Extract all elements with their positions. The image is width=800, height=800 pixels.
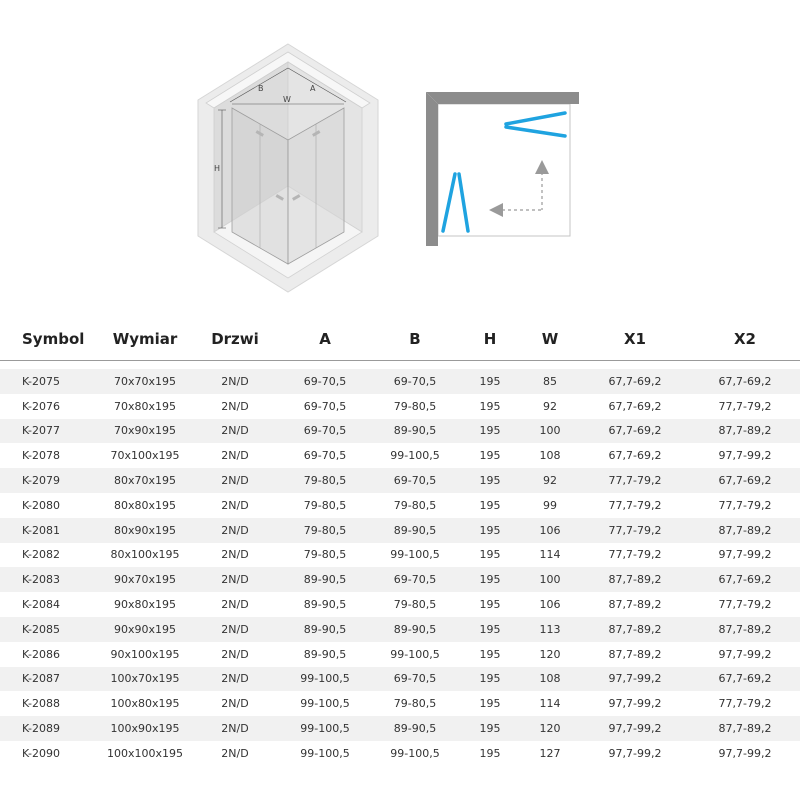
door-panel-right (506, 113, 565, 124)
table-cell: 69-70,5 (370, 468, 460, 493)
table-row (0, 667, 800, 692)
table-row (0, 443, 800, 468)
table-cell: K-2075 (0, 369, 100, 394)
table-cell: 195 (479, 647, 501, 661)
table-row (0, 518, 800, 543)
table-cell: 80x90x195 (100, 518, 190, 543)
table-cell: 79-80,5 (393, 598, 437, 612)
table-cell: 90x80x195 (113, 598, 176, 612)
column-header: H (460, 318, 520, 361)
table-cell: 114 (539, 548, 561, 562)
table-cell: 97,7-99,2 (608, 746, 662, 760)
table-cell: 108 (520, 667, 580, 692)
table-cell: 87,7-89,2 (690, 518, 800, 543)
table-cell: 70x70x195 (100, 369, 190, 394)
table-cell: 113 (520, 617, 580, 642)
table-cell: 2N/D (221, 746, 249, 760)
table-header-row (0, 318, 800, 361)
table-row (0, 617, 800, 642)
table-cell: 87,7-89,2 (690, 419, 800, 444)
table-row (0, 493, 800, 518)
table-cell: 80x80x195 (113, 498, 176, 512)
table-cell: 195 (479, 697, 501, 711)
table-cell: 97,7-99,2 (608, 697, 662, 711)
table-cell: 195 (479, 598, 501, 612)
table-cell: 79-80,5 (393, 498, 437, 512)
table-cell: 106 (520, 518, 580, 543)
table-cell: 67,7-69,2 (580, 419, 690, 444)
dimension-label-h: H (214, 164, 221, 173)
table-cell: 97,7-99,2 (718, 746, 772, 760)
table-cell: 2N/D (190, 667, 280, 692)
table-cell: 89-90,5 (370, 617, 460, 642)
arrow-up-icon (535, 160, 549, 174)
table-cell: 69-70,5 (280, 419, 370, 444)
table-cell: 195 (479, 548, 501, 562)
table-cell: 2N/D (221, 449, 249, 463)
table-cell: 67,7-69,2 (608, 449, 662, 463)
table-cell: 79-80,5 (393, 399, 437, 413)
table-cell: 77,7-79,2 (718, 697, 772, 711)
table-cell: 87,7-89,2 (608, 598, 662, 612)
table-cell: 2N/D (190, 369, 280, 394)
table-cell: 99-100,5 (390, 746, 440, 760)
table-row (0, 468, 800, 493)
table-cell: 67,7-69,2 (690, 567, 800, 592)
table-cell: 97,7-99,2 (580, 667, 690, 692)
table-cell: 77,7-79,2 (580, 518, 690, 543)
table-cell: 195 (460, 518, 520, 543)
table-cell: 99-100,5 (390, 647, 440, 661)
table-cell: 100x70x195 (100, 667, 190, 692)
table-cell: 69-70,5 (280, 369, 370, 394)
table-cell: 2N/D (221, 697, 249, 711)
table-cell: 195 (460, 716, 520, 741)
table-cell: K-2081 (0, 518, 100, 543)
table-cell: 85 (520, 369, 580, 394)
wall-top (426, 92, 579, 104)
table-cell: 97,7-99,2 (718, 647, 772, 661)
table-cell: 89-90,5 (303, 647, 347, 661)
table-cell: K-2089 (0, 716, 100, 741)
table-cell: 2N/D (190, 518, 280, 543)
table-cell: 92 (520, 468, 580, 493)
table-cell: 195 (460, 419, 520, 444)
table-cell: 2N/D (190, 468, 280, 493)
table-cell: 99-100,5 (280, 716, 370, 741)
table-cell: 99 (543, 498, 557, 512)
table-cell: 87,7-89,2 (690, 617, 800, 642)
table-cell: 89-90,5 (303, 598, 347, 612)
table-row (0, 369, 800, 394)
table-cell: 79-80,5 (280, 518, 370, 543)
table-cell: 77,7-79,2 (718, 399, 772, 413)
table-cell: 100 (520, 419, 580, 444)
table-cell: 67,7-69,2 (608, 399, 662, 413)
table-cell: K-2082 (22, 548, 61, 562)
table-cell: 99-100,5 (390, 449, 440, 463)
table-cell: 69-70,5 (370, 369, 460, 394)
table-cell: 77,7-79,2 (718, 598, 772, 612)
table-cell: 87,7-89,2 (608, 647, 662, 661)
table-cell: 90x70x195 (100, 567, 190, 592)
table-cell: 77,7-79,2 (580, 468, 690, 493)
table-cell: 79-80,5 (303, 498, 347, 512)
column-header: A (280, 318, 370, 361)
table-cell: 120 (520, 716, 580, 741)
table-cell: 79-80,5 (303, 548, 347, 562)
dimension-label-a: A (310, 84, 316, 93)
table-cell: 70x100x195 (110, 449, 180, 463)
column-header: X1 (580, 318, 690, 361)
table-row (0, 419, 800, 444)
table-cell: 70x90x195 (100, 419, 190, 444)
table-cell: 195 (460, 468, 520, 493)
table-cell: 69-70,5 (370, 567, 460, 592)
table-cell: 67,7-69,2 (690, 667, 800, 692)
table-cell: 120 (539, 647, 561, 661)
table-cell: 79-80,5 (280, 468, 370, 493)
table-cell: 2N/D (190, 716, 280, 741)
dimension-label-b: B (258, 84, 264, 93)
table-cell: 89-90,5 (370, 716, 460, 741)
table-cell: 99-100,5 (300, 746, 350, 760)
table-cell: 195 (460, 667, 520, 692)
table-cell: K-2077 (0, 419, 100, 444)
table-cell: K-2087 (0, 667, 100, 692)
table-cell: 2N/D (190, 567, 280, 592)
column-header: Drzwi (190, 318, 280, 361)
table-row (0, 741, 800, 766)
door-panel-left (443, 174, 455, 231)
table-cell: 195 (479, 399, 501, 413)
table-cell: 2N/D (221, 498, 249, 512)
table-cell: 90x90x195 (100, 617, 190, 642)
table-row (0, 592, 800, 617)
column-header: W (520, 318, 580, 361)
table-cell: K-2084 (22, 598, 61, 612)
table-cell: 97,7-99,2 (580, 716, 690, 741)
table-cell: 2N/D (221, 399, 249, 413)
table-cell: 100x100x195 (106, 746, 183, 760)
table-cell: 195 (460, 369, 520, 394)
table-cell: 77,7-79,2 (718, 498, 772, 512)
table-cell: 195 (479, 449, 501, 463)
enclosure-top-view-diagram (420, 86, 584, 250)
table-cell: 99-100,5 (300, 697, 350, 711)
table-row (0, 394, 800, 419)
table-cell: 127 (539, 746, 561, 760)
table-cell: 2N/D (221, 647, 249, 661)
table-cell: 100 (520, 567, 580, 592)
table-cell: K-2080 (22, 498, 61, 512)
table-cell: 195 (479, 498, 501, 512)
wall-left (426, 92, 438, 246)
table-row (0, 716, 800, 741)
table-cell: 67,7-69,2 (690, 369, 800, 394)
column-header: B (370, 318, 460, 361)
table-cell: 70x80x195 (113, 399, 176, 413)
table-cell: 79-80,5 (393, 697, 437, 711)
enclosure-isometric-illustration (196, 42, 380, 296)
table-cell: 99-100,5 (390, 548, 440, 562)
table-cell: K-2085 (0, 617, 100, 642)
table-row (0, 543, 800, 568)
table-cell: 2N/D (190, 617, 280, 642)
table-cell: K-2086 (22, 647, 61, 661)
table-row (0, 567, 800, 592)
table-row (0, 642, 800, 667)
table-cell: 89-90,5 (370, 518, 460, 543)
table-row (0, 691, 800, 716)
column-header: X2 (690, 318, 800, 361)
table-cell: 89-90,5 (280, 617, 370, 642)
table-cell: 87,7-89,2 (580, 567, 690, 592)
column-header: Wymiar (100, 318, 190, 361)
table-cell: 67,7-69,2 (690, 468, 800, 493)
table-cell: 2N/D (190, 419, 280, 444)
table-cell: K-2076 (22, 399, 61, 413)
table-cell: 80x70x195 (100, 468, 190, 493)
table-cell: 114 (539, 697, 561, 711)
table-cell: 2N/D (221, 548, 249, 562)
table-cell: 89-90,5 (370, 419, 460, 444)
table-cell: 69-70,5 (303, 399, 347, 413)
table-cell: 69-70,5 (303, 449, 347, 463)
arrow-left-icon (489, 203, 503, 217)
table-cell: 80x100x195 (110, 548, 180, 562)
table-cell: 77,7-79,2 (608, 498, 662, 512)
table-cell: K-2090 (22, 746, 61, 760)
table-cell: 108 (539, 449, 561, 463)
table-cell: 77,7-79,2 (608, 548, 662, 562)
table-cell: K-2079 (0, 468, 100, 493)
table-cell: 195 (460, 617, 520, 642)
table-cell: 2N/D (221, 598, 249, 612)
table-cell: 106 (539, 598, 561, 612)
table-cell: 195 (460, 567, 520, 592)
table-cell: 87,7-89,2 (580, 617, 690, 642)
table-cell: 100x90x195 (100, 716, 190, 741)
table-cell: K-2088 (22, 697, 61, 711)
table-cell: 89-90,5 (280, 567, 370, 592)
table-cell: 99-100,5 (280, 667, 370, 692)
table-cell: K-2078 (22, 449, 61, 463)
table-cell: 195 (479, 746, 501, 760)
table-cell: 97,7-99,2 (718, 449, 772, 463)
table-cell: 100x80x195 (110, 697, 180, 711)
table-cell: 92 (543, 399, 557, 413)
table-cell: 67,7-69,2 (580, 369, 690, 394)
table-cell: 87,7-89,2 (690, 716, 800, 741)
table-cell: 97,7-99,2 (718, 548, 772, 562)
table-cell: 69-70,5 (370, 667, 460, 692)
specification-table (0, 318, 800, 766)
table-cell: K-2083 (0, 567, 100, 592)
dimension-label-w: W (283, 95, 291, 104)
table-cell: 90x100x195 (110, 647, 180, 661)
column-header: Symbol (0, 318, 100, 361)
